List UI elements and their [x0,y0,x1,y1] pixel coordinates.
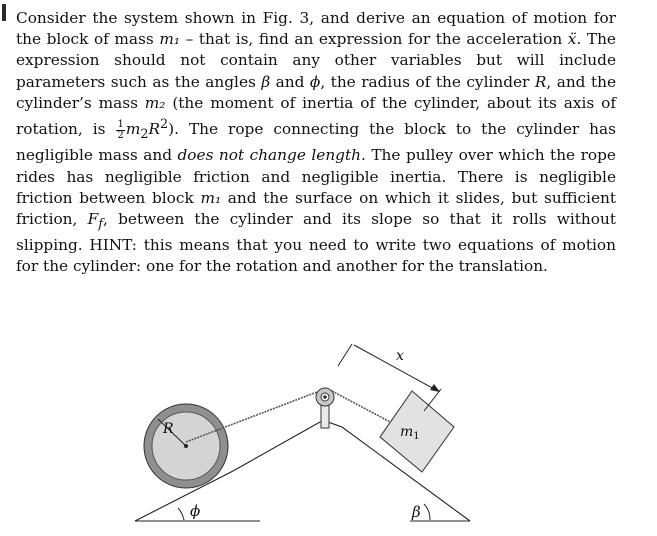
pulley-axle [323,395,327,399]
var-m1-second: m₁ [200,188,222,207]
beta-angle-arc [424,504,430,520]
system-figure [0,320,657,536]
problem-text-5: , the radius of the cylinder [320,72,535,91]
label-m-base: m [400,424,414,440]
left-marker-bar [2,4,6,21]
var-x-ddot: ẍ [567,30,577,49]
var-R: R [534,72,547,91]
var-phi: ϕ [309,72,321,91]
label-phi: ϕ [190,502,201,520]
label-R: R [163,421,174,437]
problem-text-9: The rope connecting the block to the cylinder has negligible mass and [16,120,616,165]
inertia-radius-exponent: 2 [160,117,169,133]
label-x: x [396,348,404,364]
problem-text-11: and the surface on which it slides, but sufficient friction, [16,188,616,228]
problem-text-2: – that is, find an expression for the acceleration [180,30,568,49]
fraction-denominator: 2 [117,129,124,141]
x-ext-line-left [338,344,352,366]
emphasis-does-not-change-length: does not change length [177,146,361,165]
problem-text-3: . The expression should not contain any other variables but will include parameters such as the angles [16,30,616,91]
x-arrow-line [354,345,436,390]
x-arrow-head [430,384,440,392]
var-friction-subscript: f [98,217,104,233]
label-beta: β [412,503,421,521]
var-friction-force: F [87,209,99,228]
var-m2: m₂ [144,93,166,112]
problem-text-12: , between the cylinder and its slope so that it rolls without slipping. HINT: this means that you need to write two equations of motion for the cylinder: one for the rotation and another for the translation. [16,209,616,276]
problem-statement [16,8,616,278]
fraction-numerator: 1 [117,118,124,130]
problem-text-8: ). [168,120,179,139]
fraction-one-half [116,120,124,141]
var-beta: β [261,72,271,91]
problem-text-1: Consider the system shown in Fig. 3, and derive an equation of motion for the block of mass [16,9,616,49]
inertia-mass-subscript: 2 [140,127,149,143]
label-m-subscript: 1 [413,431,420,442]
var-m1: m₁ [159,30,180,49]
rope-pulley-to-block [332,391,392,423]
problem-text-4: and [270,72,310,91]
problem-text-6: , and the cylinder’s mass [16,72,616,112]
problem-text-7: (the moment of inertia of the cylinder, about its axis of rotation, is [16,93,616,139]
x-ext-line-right [424,389,441,411]
phi-angle-arc [178,508,184,520]
problem-text-10: . The pulley over which the rope rides has negligible friction and negligible inertia. There is negligible friction between block [16,146,616,207]
inertia-radius: R [148,120,160,139]
inertia-mass: m [125,120,141,139]
